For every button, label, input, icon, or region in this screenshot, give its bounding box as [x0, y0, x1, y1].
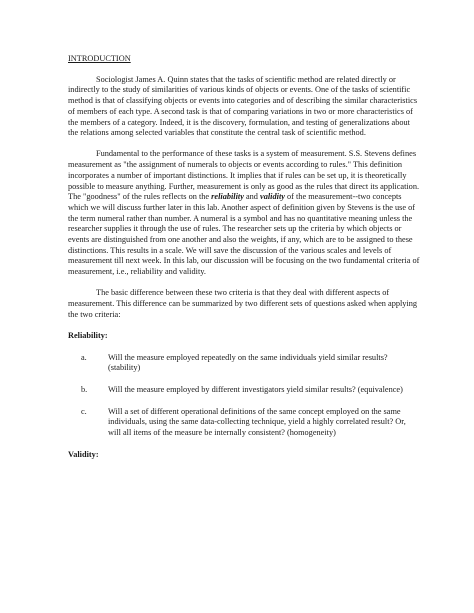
paragraph-measurement [68, 149, 420, 277]
list-item [68, 407, 420, 439]
section-heading: INTRODUCTION [68, 54, 131, 63]
paragraph-text: Fundamental to the performance of these tasks is a system of measurement. S.S. Stevens defines measurement as "the assignment of numerals to objects or events according to rules." This definition incorporates a number of important distinctions. It implies that if rules can be set up, it is theoretically possible to measure anything. Further, measurement is only as good as the rules that direct its application. The "goodness" of the rules reflects on the [68, 149, 420, 202]
term-reliability: reliability [211, 192, 244, 202]
paragraph-criteria: The basic difference between these two criteria is that they deal with different aspects of measurement. This difference can be summarized by two different sets of questions asked when applying the two criteria: [68, 288, 418, 319]
validity-label: Validity: [68, 449, 99, 459]
reliability-label: Reliability: [68, 330, 108, 340]
document-page [68, 54, 420, 472]
term-validity: validity [260, 192, 285, 202]
paragraph-intro: Sociologist James A. Quinn states that the tasks of scientific method are related directly or indirectly to the study of similarities of various kinds of objects or events. One of the tasks of scientific method is that of classifying objects or events into categories and of describing the similar characteristics of members of each type. A second task is that of comparing variations in two or more characteristics of the members of a category. Indeed, it is the discovery, formulation, and testing of generalizations about the relations among selected variables that constitute the central task of scientific method. [68, 74, 418, 138]
list-marker: a. [81, 352, 87, 362]
list-marker: b. [81, 385, 88, 395]
list-item-text: Will the measure employed by different investigators yield similar results? (equivalence) [108, 385, 403, 395]
list-marker: c. [81, 406, 87, 416]
list-item [68, 353, 420, 374]
reliability-questions [68, 353, 420, 439]
list-item [68, 385, 420, 396]
paragraph-text: of the measurement--two concepts which we will discuss further later in this lab. Another aspect of definition given by Stevens is the use of the term numeral rather than number. A numeral is a symbol and has no quantitative meaning unless the researcher supplies it through the use of rules. The researcher sets up the criteria by which objects or events are distinguished from one another and also the weights, if any, which are to be assigned to these distinctions. This results in a scale. We will save the discussion of the various scales and levels of measurement till next week. In this lab, our discussion will be focusing on the two fundamental criteria of measurement, i.e., reliability and validity. [68, 192, 420, 277]
list-item-text: Will the measure employed repeatedly on the same individuals yield similar results? (stability) [108, 352, 388, 373]
paragraph-text: and [243, 192, 261, 202]
list-item-text: Will a set of different operational definitions of the same concept employed on the same individuals, using the same data-collecting technique, yield a highly correlated result? Or, will all items of the measure be internally consistent? (homogeneity) [108, 406, 406, 438]
